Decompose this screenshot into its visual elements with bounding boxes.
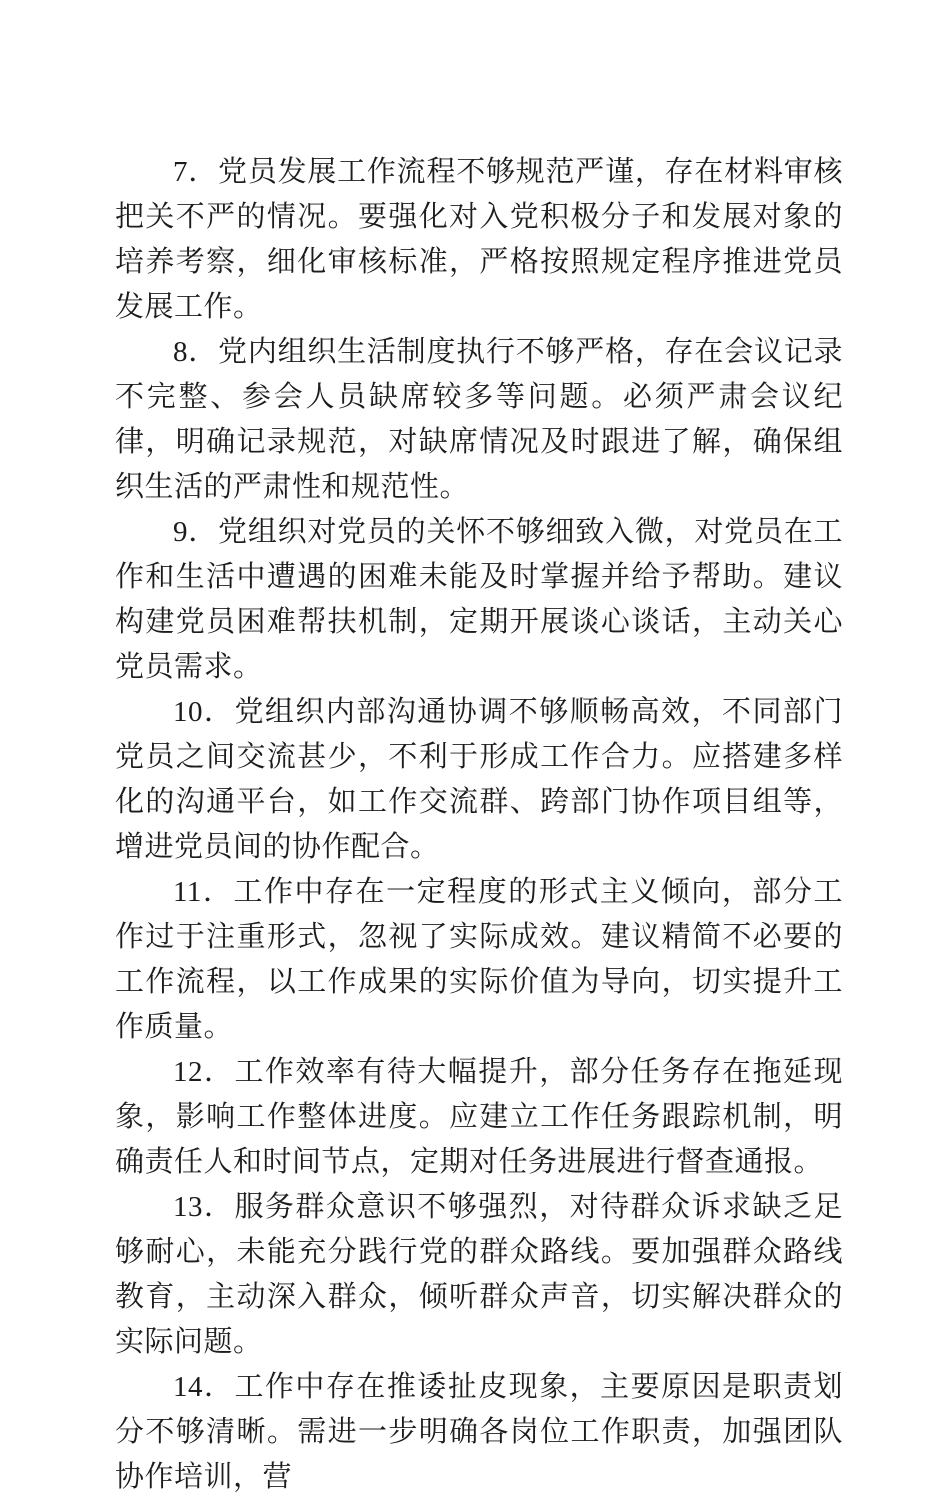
paragraph-9: 9．党组织对党员的关怀不够细致入微，对党员在工作和生活中遭遇的困难未能及时掌握并给予帮助。建议构建党员困难帮扶机制，定期开展谈心谈话，主动关心党员需求。 xyxy=(115,516,843,683)
paragraph-14: 14．工作中存在推诿扯皮现象，主要原因是职责划分不够清晰。需进一步明确各岗位工作职责，加强团队协作培训，营 xyxy=(115,1371,843,1493)
paragraph-12: 12．工作效率有待大幅提升，部分任务存在拖延现象，影响工作整体进度。应建立工作任务跟踪机制，明确责任人和时间节点，定期对任务进展进行督查通报。 xyxy=(115,1056,843,1178)
document-body xyxy=(115,150,843,1500)
paragraph-11: 11．工作中存在一定程度的形式主义倾向，部分工作过于注重形式，忽视了实际成效。建议精简不必要的工作流程，以工作成果的实际价值为导向，切实提升工作质量。 xyxy=(115,876,843,1043)
paragraph-13: 13．服务群众意识不够强烈，对待群众诉求缺乏足够耐心，未能充分践行党的群众路线。要加强群众路线教育，主动深入群众，倾听群众声音，切实解决群众的实际问题。 xyxy=(115,1191,843,1358)
paragraph-8: 8．党内组织生活制度执行不够严格，存在会议记录不完整、参会人员缺席较多等问题。必须严肃会议纪律，明确记录规范，对缺席情况及时跟进了解，确保组织生活的严肃性和规范性。 xyxy=(115,336,843,503)
paragraph-7: 7．党员发展工作流程不够规范严谨，存在材料审核把关不严的情况。要强化对入党积极分子和发展对象的培养考察，细化审核标准，严格按照规定程序推进党员发展工作。 xyxy=(115,156,843,323)
paragraph-10: 10．党组织内部沟通协调不够顺畅高效，不同部门党员之间交流甚少，不利于形成工作合力。应搭建多样化的沟通平台，如工作交流群、跨部门协作项目组等，增进党员间的协作配合。 xyxy=(115,696,843,863)
